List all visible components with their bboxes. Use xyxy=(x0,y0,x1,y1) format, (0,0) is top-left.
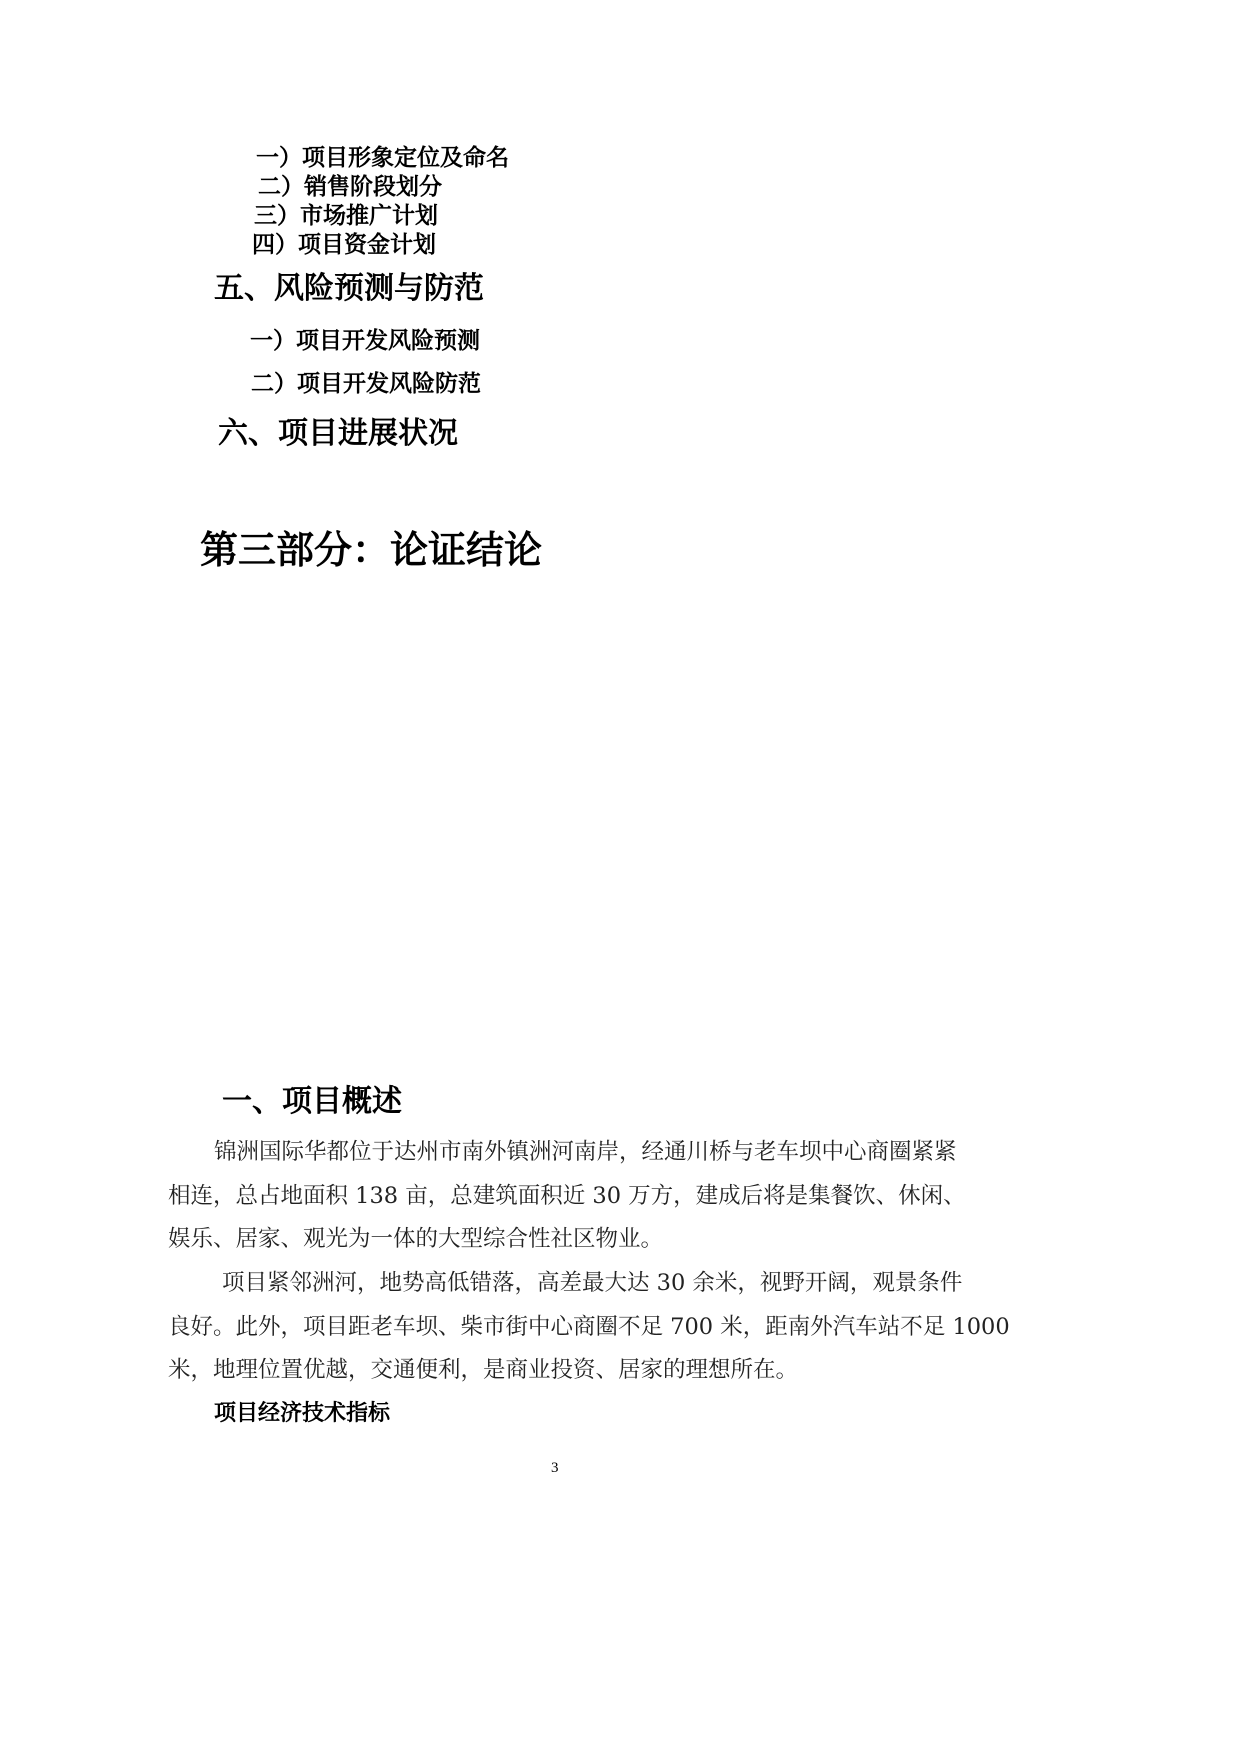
paragraph-line: 良好。此外，项目距老车坝、柴市街中心商圈不足 700 米，距南外汽车站不足 1000 xyxy=(168,1314,1010,1340)
page-number: 3 xyxy=(551,1460,559,1476)
section-heading-overview: 一、项目概述 xyxy=(222,1084,402,1119)
part-title: 第三部分：论证结论 xyxy=(200,528,543,572)
toc-item-image-positioning: 一）项目形象定位及命名 xyxy=(256,145,509,171)
toc-section-progress: 六、项目进展状况 xyxy=(218,416,458,451)
toc-section-risk: 五、风险预测与防范 xyxy=(214,271,484,306)
subheading-economic-indicators: 项目经济技术指标 xyxy=(214,1401,391,1426)
paragraph-line: 米，地理位置优越，交通便利，是商业投资、居家的理想所在。 xyxy=(168,1357,799,1383)
paragraph-line: 锦洲国际华都位于达州市南外镇洲河南岸，经通川桥与老车坝中心商圈紧紧 xyxy=(214,1139,957,1165)
toc-item-risk-prevention: 二）项目开发风险防范 xyxy=(251,371,481,397)
toc-item-funding-plan: 四）项目资金计划 xyxy=(252,232,436,258)
toc-item-marketing-plan: 三）市场推广计划 xyxy=(254,203,438,229)
toc-item-sales-phases: 二）销售阶段划分 xyxy=(258,174,442,200)
paragraph-line: 项目紧邻洲河，地势高低错落，高差最大达 30 余米，视野开阔，观景条件 xyxy=(222,1270,963,1296)
toc-item-risk-forecast: 一）项目开发风险预测 xyxy=(250,328,480,354)
paragraph-line: 娱乐、居家、观光为一体的大型综合性社区物业。 xyxy=(168,1226,664,1252)
paragraph-line: 相连，总占地面积 138 亩，总建筑面积近 30 万方，建成后将是集餐饮、休闲、 xyxy=(168,1183,966,1209)
